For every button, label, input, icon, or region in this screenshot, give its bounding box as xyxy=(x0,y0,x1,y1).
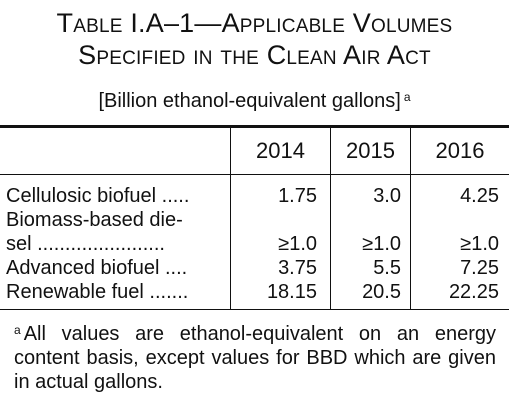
cell-biomass-diesel-2015: ≥1.0 xyxy=(362,233,401,255)
table-bottom-rule xyxy=(0,309,509,310)
cell-biomass-diesel-2016: ≥1.0 xyxy=(460,233,499,255)
column-header-2016: 2016 xyxy=(435,138,485,163)
cell-renewable-2015: 20.5 xyxy=(362,281,401,303)
row-label-cellulosic-biofuel: Cellulosic biofuel ..... xyxy=(6,185,190,207)
cell-advanced-2015: 5.5 xyxy=(373,257,401,279)
row-label-renewable-fuel: Renewable fuel ....... xyxy=(6,281,189,303)
footnote-mark: a xyxy=(14,323,21,337)
cell-cellulosic-2015: 3.0 xyxy=(373,185,401,207)
table-title-line-1: Table I.A–1—Applicable Volumes xyxy=(56,8,453,38)
table-title-line-2: Specified in the Clean Air Act xyxy=(78,40,431,70)
table-footnote xyxy=(14,318,496,394)
cell-biomass-diesel-2014: ≥1.0 xyxy=(278,233,317,255)
row-label-biomass-based-diesel-line-1: Biomass-based die- xyxy=(6,209,183,231)
cell-renewable-2014: 18.15 xyxy=(266,281,317,303)
cell-renewable-2016: 22.25 xyxy=(448,281,499,303)
subtitle-text: [Billion ethanol-equivalent gallons] xyxy=(98,90,401,112)
cell-cellulosic-2016: 4.25 xyxy=(460,185,499,207)
cell-advanced-2014: 3.75 xyxy=(278,257,317,279)
subtitle-footnote-mark: a xyxy=(403,90,411,104)
cell-advanced-2016: 7.25 xyxy=(460,257,499,279)
cell-cellulosic-2014: 1.75 xyxy=(278,185,317,207)
column-header-2015: 2015 xyxy=(346,138,395,163)
column-header-2014: 2014 xyxy=(256,138,305,163)
table-top-rule xyxy=(0,125,509,128)
header-rule xyxy=(0,174,509,175)
row-label-advanced-biofuel: Advanced biofuel .... xyxy=(6,257,188,279)
footnote-text: All values are ethanol-equivalent on an energy content basis, except values for BBD which are given in actual gallons. xyxy=(14,323,496,393)
table-subtitle xyxy=(0,86,509,112)
row-label-biomass-based-diesel-line-2: sel ....................... xyxy=(6,233,165,255)
